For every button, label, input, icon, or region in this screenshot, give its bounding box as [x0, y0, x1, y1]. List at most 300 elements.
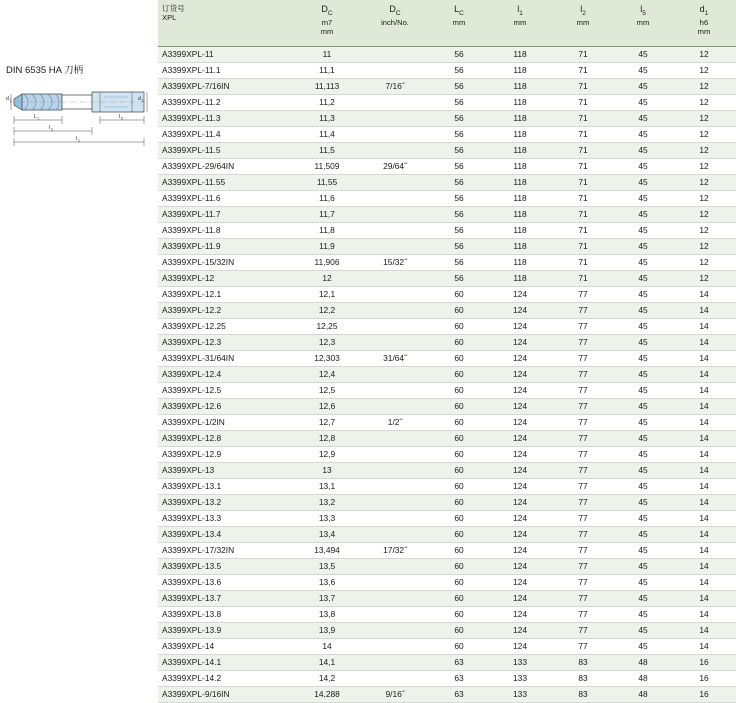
cell-dc-inch [360, 334, 430, 350]
cell-order-no: A3399XPL-13.7 [158, 590, 294, 606]
cell-dc-mm: 11,509 [294, 158, 360, 174]
col-header-dc-inch-unit: inch/No. [381, 17, 409, 27]
svg-text:5: 5 [121, 116, 123, 121]
cell-order-no: A3399XPL-13.3 [158, 510, 294, 526]
table-row [158, 318, 736, 334]
cell-dc-inch [360, 46, 430, 62]
drill-dimension-diagram [4, 80, 154, 168]
cell-order-no: A3399XPL-11.2 [158, 94, 294, 110]
col-header-l1-symbol: $l_1$ [517, 4, 523, 17]
cell-l1: 124 [488, 446, 552, 462]
cell-l2: 77 [552, 590, 614, 606]
col-header-order-no-line1: 订货号 [162, 4, 185, 13]
table-row [158, 462, 736, 478]
cell-l5: 45 [614, 142, 672, 158]
cell-l5: 45 [614, 638, 672, 654]
cell-dc-mm: 12 [294, 270, 360, 286]
cell-order-no: A3399XPL-12.5 [158, 382, 294, 398]
cell-dc-inch: 1/2˝ [360, 414, 430, 430]
col-header-l5-symbol: $l_5$ [640, 4, 646, 17]
cell-lc: 60 [430, 638, 488, 654]
cell-l2: 71 [552, 254, 614, 270]
cell-dc-mm: 12,6 [294, 398, 360, 414]
cell-order-no: A3399XPL-11.1 [158, 62, 294, 78]
cell-l2: 77 [552, 414, 614, 430]
cell-lc: 60 [430, 414, 488, 430]
cell-l5: 45 [614, 238, 672, 254]
cell-l1: 133 [488, 686, 552, 702]
cell-l1: 118 [488, 238, 552, 254]
illustration-panel [0, 0, 158, 675]
cell-d1: 12 [672, 158, 736, 174]
table-row [158, 382, 736, 398]
cell-lc: 60 [430, 334, 488, 350]
cell-l5: 45 [614, 334, 672, 350]
svg-text:l: l [76, 136, 78, 142]
cell-d1: 14 [672, 366, 736, 382]
col-header-l2 [552, 0, 614, 46]
cell-order-no: A3399XPL-13.8 [158, 606, 294, 622]
cell-order-no: A3399XPL-12.25 [158, 318, 294, 334]
cell-dc-inch [360, 206, 430, 222]
cell-l5: 45 [614, 398, 672, 414]
cell-l1: 118 [488, 254, 552, 270]
cell-order-no: A3399XPL-14 [158, 638, 294, 654]
cell-dc-mm: 13,1 [294, 478, 360, 494]
cell-lc: 56 [430, 46, 488, 62]
cell-lc: 60 [430, 606, 488, 622]
cell-l2: 77 [552, 558, 614, 574]
cell-l1: 124 [488, 462, 552, 478]
cell-l2: 71 [552, 62, 614, 78]
cell-lc: 60 [430, 302, 488, 318]
table-row [158, 606, 736, 622]
cell-l1: 124 [488, 430, 552, 446]
col-header-d1 [672, 0, 736, 46]
cell-dc-inch: 17/32˝ [360, 542, 430, 558]
cell-lc: 56 [430, 190, 488, 206]
cell-order-no: A3399XPL-11.5 [158, 142, 294, 158]
cell-dc-mm: 13,2 [294, 494, 360, 510]
cell-dc-inch [360, 510, 430, 526]
cell-dc-mm: 13,9 [294, 622, 360, 638]
table-row [158, 638, 736, 654]
cell-l1: 133 [488, 670, 552, 686]
cell-lc: 60 [430, 510, 488, 526]
table-row [158, 142, 736, 158]
cell-lc: 63 [430, 686, 488, 702]
cell-lc: 56 [430, 270, 488, 286]
cell-d1: 12 [672, 78, 736, 94]
cell-dc-inch [360, 238, 430, 254]
cell-order-no: A3399XPL-14.1 [158, 654, 294, 670]
cell-dc-mm: 14,2 [294, 670, 360, 686]
table-row [158, 270, 736, 286]
cell-dc-inch [360, 302, 430, 318]
cell-d1: 14 [672, 414, 736, 430]
table-row [158, 494, 736, 510]
table-row [158, 286, 736, 302]
col-header-lc [430, 0, 488, 46]
cell-l5: 45 [614, 318, 672, 334]
table-row [158, 526, 736, 542]
cell-l5: 48 [614, 654, 672, 670]
cell-l1: 118 [488, 158, 552, 174]
cell-dc-mm: 14 [294, 638, 360, 654]
cell-order-no: A3399XPL-17/32IN [158, 542, 294, 558]
cell-d1: 14 [672, 494, 736, 510]
cell-dc-inch [360, 126, 430, 142]
cell-d1: 14 [672, 382, 736, 398]
cell-l2: 77 [552, 382, 614, 398]
table-row [158, 334, 736, 350]
cell-l1: 124 [488, 542, 552, 558]
cell-l2: 77 [552, 446, 614, 462]
cell-order-no: A3399XPL-12.8 [158, 430, 294, 446]
col-header-order-no-line2: XPL [162, 13, 177, 23]
cell-l1: 124 [488, 350, 552, 366]
table-row [158, 542, 736, 558]
col-header-dc-tol: m7 [321, 17, 333, 27]
cell-l5: 45 [614, 430, 672, 446]
col-header-lc-symbol: $L_C$ [454, 4, 464, 17]
cell-d1: 14 [672, 318, 736, 334]
cell-dc-inch: 7/16˝ [360, 78, 430, 94]
table-body [158, 46, 736, 702]
cell-lc: 60 [430, 366, 488, 382]
cell-l2: 77 [552, 462, 614, 478]
cell-l1: 124 [488, 398, 552, 414]
cell-l1: 118 [488, 174, 552, 190]
svg-text:2: 2 [51, 127, 53, 132]
cell-l5: 45 [614, 126, 672, 142]
cell-lc: 60 [430, 462, 488, 478]
specification-table [158, 0, 736, 703]
table-row [158, 574, 736, 590]
cell-l2: 77 [552, 526, 614, 542]
table-row [158, 654, 736, 670]
cell-lc: 56 [430, 126, 488, 142]
table-row [158, 558, 736, 574]
col-header-d1-symbol: $d_1$ [699, 4, 709, 17]
cell-l1: 118 [488, 110, 552, 126]
cell-l2: 71 [552, 110, 614, 126]
cell-lc: 56 [430, 222, 488, 238]
cell-l1: 118 [488, 142, 552, 158]
cell-d1: 14 [672, 590, 736, 606]
cell-l1: 124 [488, 558, 552, 574]
cell-l1: 124 [488, 590, 552, 606]
cell-dc-mm: 11,7 [294, 206, 360, 222]
cell-l2: 83 [552, 670, 614, 686]
cell-d1: 14 [672, 350, 736, 366]
cell-order-no: A3399XPL-13.6 [158, 574, 294, 590]
cell-lc: 56 [430, 254, 488, 270]
cell-l5: 45 [614, 382, 672, 398]
cell-d1: 12 [672, 190, 736, 206]
cell-dc-mm: 12,2 [294, 302, 360, 318]
cell-l5: 45 [614, 446, 672, 462]
cell-dc-inch [360, 478, 430, 494]
cell-dc-inch [360, 286, 430, 302]
cell-lc: 60 [430, 286, 488, 302]
cell-d1: 14 [672, 462, 736, 478]
cell-d1: 12 [672, 142, 736, 158]
col-header-dc-mm [294, 0, 360, 46]
cell-dc-inch [360, 222, 430, 238]
cell-lc: 60 [430, 542, 488, 558]
cell-order-no: A3399XPL-13.1 [158, 478, 294, 494]
cell-order-no: A3399XPL-11.55 [158, 174, 294, 190]
table-header [158, 0, 736, 46]
svg-text:d: d [138, 96, 141, 102]
cell-l5: 45 [614, 158, 672, 174]
col-header-l5 [614, 0, 672, 46]
cell-dc-inch [360, 494, 430, 510]
cell-d1: 14 [672, 334, 736, 350]
cell-order-no: A3399XPL-13.5 [158, 558, 294, 574]
col-header-d1-unit: mm [697, 27, 711, 37]
col-header-dc-unit: mm [320, 27, 334, 37]
specification-table-wrapper [158, 0, 736, 699]
cell-dc-inch [360, 574, 430, 590]
cell-order-no: A3399XPL-11.8 [158, 222, 294, 238]
table-row [158, 446, 736, 462]
cell-l2: 71 [552, 222, 614, 238]
cell-dc-mm: 11,55 [294, 174, 360, 190]
cell-order-no: A3399XPL-15/32IN [158, 254, 294, 270]
table-row [158, 62, 736, 78]
cell-l5: 45 [614, 190, 672, 206]
cell-d1: 14 [672, 638, 736, 654]
cell-d1: 14 [672, 478, 736, 494]
cell-d1: 12 [672, 62, 736, 78]
cell-lc: 56 [430, 174, 488, 190]
cell-l5: 45 [614, 46, 672, 62]
cell-l5: 45 [614, 94, 672, 110]
svg-text:1: 1 [141, 98, 144, 103]
svg-text:d: d [6, 96, 9, 102]
cell-dc-mm: 11,3 [294, 110, 360, 126]
cell-l5: 45 [614, 254, 672, 270]
cell-lc: 60 [430, 558, 488, 574]
cell-l5: 45 [614, 222, 672, 238]
cell-l1: 124 [488, 494, 552, 510]
cell-lc: 60 [430, 478, 488, 494]
cell-l1: 124 [488, 366, 552, 382]
cell-dc-inch [360, 190, 430, 206]
cell-l1: 124 [488, 638, 552, 654]
cell-dc-inch [360, 654, 430, 670]
cell-l5: 45 [614, 286, 672, 302]
table-row [158, 414, 736, 430]
cell-order-no: A3399XPL-13 [158, 462, 294, 478]
cell-dc-inch [360, 366, 430, 382]
cell-d1: 14 [672, 446, 736, 462]
cell-l2: 71 [552, 126, 614, 142]
cell-d1: 16 [672, 686, 736, 702]
cell-lc: 56 [430, 206, 488, 222]
cell-lc: 60 [430, 350, 488, 366]
cell-dc-inch [360, 398, 430, 414]
cell-l5: 45 [614, 62, 672, 78]
table-row [158, 78, 736, 94]
cell-dc-inch [360, 110, 430, 126]
cell-l5: 45 [614, 462, 672, 478]
cell-dc-inch: 29/64˝ [360, 158, 430, 174]
svg-text:L: L [34, 114, 37, 120]
cell-l2: 71 [552, 190, 614, 206]
cell-d1: 12 [672, 270, 736, 286]
cell-lc: 56 [430, 238, 488, 254]
cell-dc-mm: 12,4 [294, 366, 360, 382]
cell-d1: 14 [672, 606, 736, 622]
cell-order-no: A3399XPL-12.3 [158, 334, 294, 350]
cell-l5: 45 [614, 526, 672, 542]
cell-l5: 45 [614, 110, 672, 126]
cell-d1: 14 [672, 302, 736, 318]
cell-l2: 77 [552, 542, 614, 558]
cell-d1: 14 [672, 286, 736, 302]
cell-l1: 133 [488, 654, 552, 670]
cell-l5: 45 [614, 350, 672, 366]
cell-dc-mm: 11,8 [294, 222, 360, 238]
cell-dc-inch [360, 606, 430, 622]
cell-l2: 77 [552, 510, 614, 526]
cell-dc-mm: 11,2 [294, 94, 360, 110]
cell-l2: 71 [552, 238, 614, 254]
cell-dc-mm: 11 [294, 46, 360, 62]
cell-order-no: A3399XPL-11.6 [158, 190, 294, 206]
svg-text:l: l [49, 125, 51, 131]
din-standard-label: DIN 6535 HA 刀柄 [6, 65, 84, 76]
cell-dc-inch [360, 142, 430, 158]
cell-l5: 45 [614, 478, 672, 494]
cell-l2: 77 [552, 286, 614, 302]
cell-lc: 60 [430, 622, 488, 638]
cell-order-no: A3399XPL-29/64IN [158, 158, 294, 174]
cell-l2: 77 [552, 398, 614, 414]
cell-dc-inch [360, 94, 430, 110]
cell-dc-inch [360, 446, 430, 462]
cell-dc-mm: 12,8 [294, 430, 360, 446]
cell-l2: 83 [552, 686, 614, 702]
table-row [158, 254, 736, 270]
table-row [158, 190, 736, 206]
cell-d1: 14 [672, 574, 736, 590]
cell-l1: 124 [488, 414, 552, 430]
cell-lc: 63 [430, 654, 488, 670]
svg-text:c: c [37, 116, 40, 121]
cell-order-no: A3399XPL-11.9 [158, 238, 294, 254]
cell-lc: 56 [430, 94, 488, 110]
cell-lc: 60 [430, 446, 488, 462]
cell-l2: 77 [552, 350, 614, 366]
table-row [158, 430, 736, 446]
cell-lc: 60 [430, 382, 488, 398]
cell-l2: 83 [552, 654, 614, 670]
cell-dc-mm: 13,4 [294, 526, 360, 542]
cell-order-no: A3399XPL-12.2 [158, 302, 294, 318]
cell-dc-mm: 12,7 [294, 414, 360, 430]
cell-dc-inch [360, 462, 430, 478]
cell-l1: 118 [488, 126, 552, 142]
cell-order-no: A3399XPL-7/16IN [158, 78, 294, 94]
cell-l1: 118 [488, 94, 552, 110]
cell-lc: 56 [430, 142, 488, 158]
cell-l2: 77 [552, 478, 614, 494]
cell-l5: 45 [614, 510, 672, 526]
cell-lc: 60 [430, 430, 488, 446]
cell-dc-mm: 11,6 [294, 190, 360, 206]
col-header-l2-symbol: $l_2$ [580, 4, 586, 17]
svg-text:l: l [119, 114, 121, 120]
cell-order-no: A3399XPL-11.4 [158, 126, 294, 142]
cell-l2: 71 [552, 206, 614, 222]
cell-order-no: A3399XPL-1/2IN [158, 414, 294, 430]
col-header-d1-tol: h6 [699, 17, 709, 27]
cell-l2: 77 [552, 622, 614, 638]
cell-lc: 56 [430, 110, 488, 126]
cell-l5: 45 [614, 590, 672, 606]
cell-d1: 12 [672, 254, 736, 270]
cell-order-no: A3399XPL-14.2 [158, 670, 294, 686]
cell-l5: 45 [614, 558, 672, 574]
cell-d1: 12 [672, 110, 736, 126]
cell-dc-mm: 13,5 [294, 558, 360, 574]
cell-dc-inch [360, 318, 430, 334]
cell-order-no: A3399XPL-12.6 [158, 398, 294, 414]
table-row [158, 510, 736, 526]
cell-order-no: A3399XPL-13.9 [158, 622, 294, 638]
cell-dc-inch: 31/64˝ [360, 350, 430, 366]
cell-l2: 77 [552, 430, 614, 446]
cell-dc-mm: 11,113 [294, 78, 360, 94]
cell-d1: 12 [672, 222, 736, 238]
cell-l1: 124 [488, 510, 552, 526]
table-row [158, 174, 736, 190]
cell-dc-mm: 12,9 [294, 446, 360, 462]
cell-dc-mm: 13,3 [294, 510, 360, 526]
table-row [158, 622, 736, 638]
cell-l2: 77 [552, 606, 614, 622]
cell-l1: 124 [488, 286, 552, 302]
table-row [158, 46, 736, 62]
cell-d1: 14 [672, 398, 736, 414]
cell-d1: 12 [672, 94, 736, 110]
cell-dc-inch [360, 270, 430, 286]
cell-d1: 14 [672, 510, 736, 526]
cell-l5: 45 [614, 622, 672, 638]
col-header-lc-unit: mm [452, 17, 466, 27]
cell-dc-mm: 13,494 [294, 542, 360, 558]
cell-order-no: A3399XPL-11 [158, 46, 294, 62]
cell-d1: 12 [672, 206, 736, 222]
table-row [158, 398, 736, 414]
cell-d1: 14 [672, 622, 736, 638]
cell-l2: 71 [552, 78, 614, 94]
cell-d1: 12 [672, 46, 736, 62]
cell-order-no: A3399XPL-12.9 [158, 446, 294, 462]
cell-l2: 77 [552, 494, 614, 510]
cell-order-no: A3399XPL-12 [158, 270, 294, 286]
cell-dc-inch [360, 622, 430, 638]
svg-text:1: 1 [9, 98, 12, 103]
cell-l5: 45 [614, 542, 672, 558]
cell-lc: 56 [430, 158, 488, 174]
cell-lc: 60 [430, 526, 488, 542]
cell-dc-mm: 12,1 [294, 286, 360, 302]
